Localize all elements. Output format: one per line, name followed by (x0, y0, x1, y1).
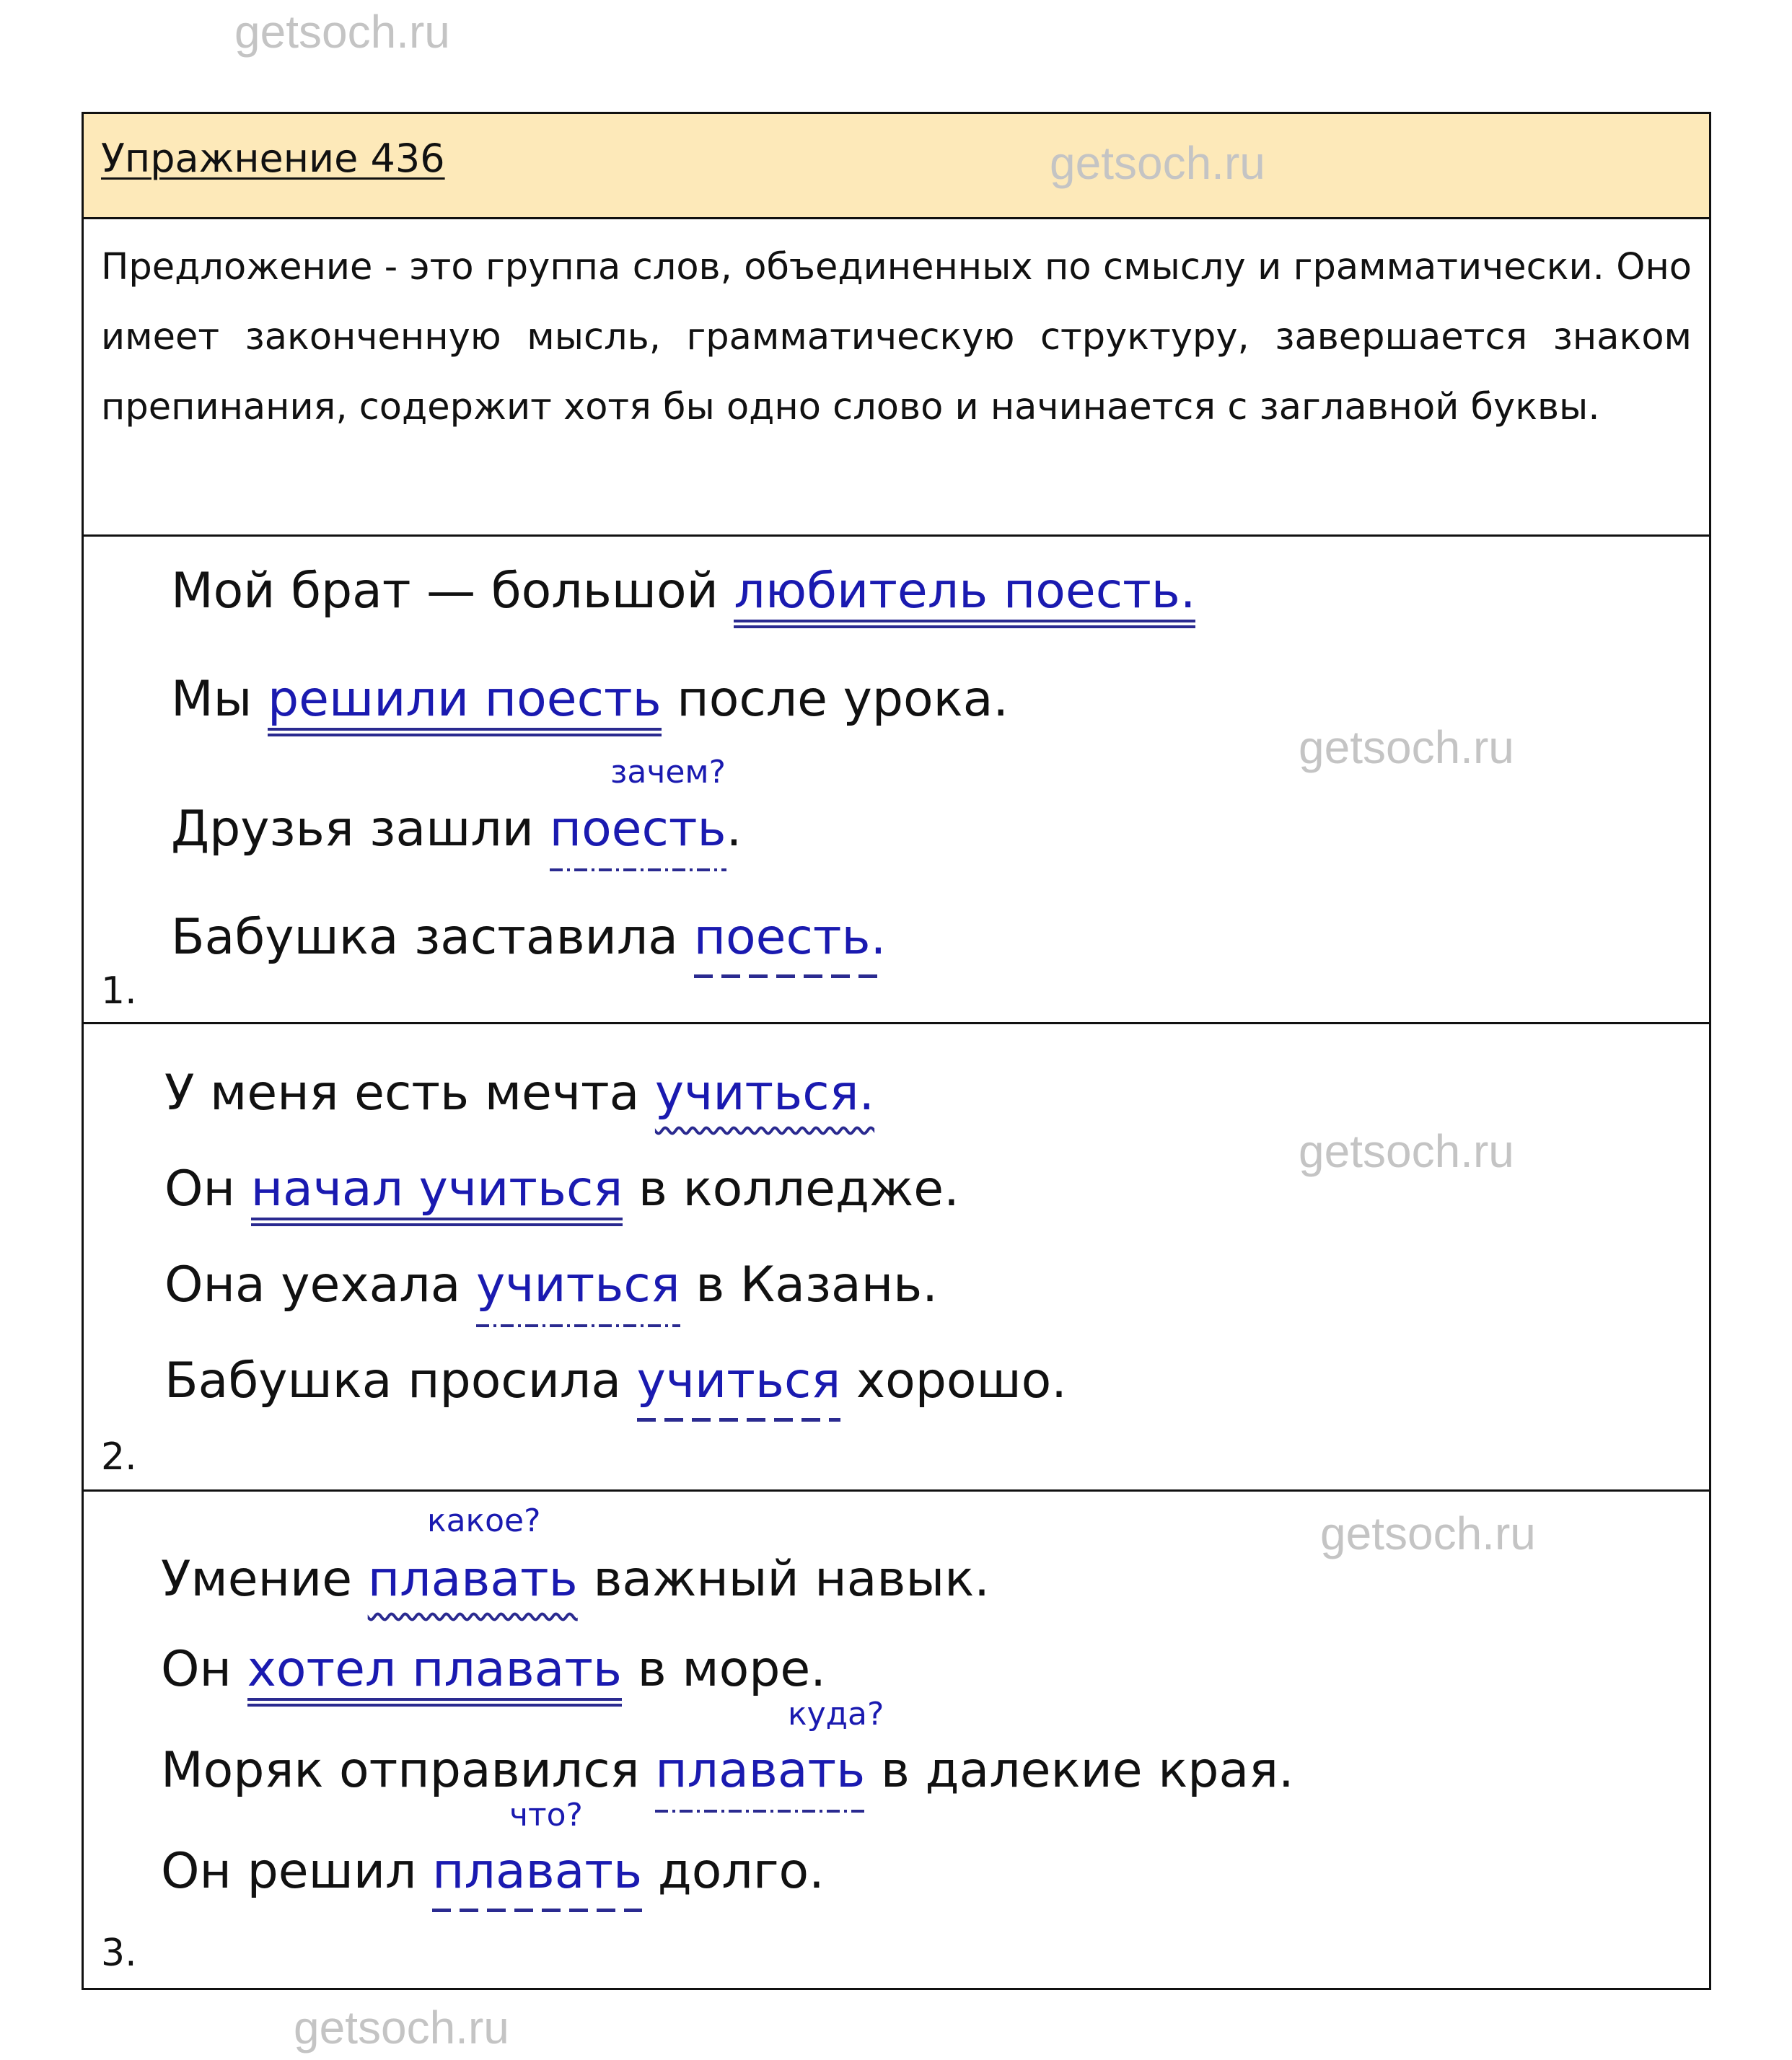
sentence (164, 1161, 959, 1226)
adverbial-word: учиться (476, 1256, 680, 1313)
watermark: getsoch.ru (294, 2002, 509, 2054)
sentence (164, 1352, 1067, 1410)
exercise-table (82, 112, 1711, 1990)
sentence-text: Мы (171, 671, 268, 728)
watermark: getsoch.ru (1299, 1125, 1514, 1177)
sentence-text: Он решил (161, 1843, 433, 1900)
header-row (84, 114, 1709, 219)
watermark: getsoch.ru (1299, 721, 1514, 773)
attribute-word: учиться. (654, 1065, 875, 1122)
sentence-text: Моряк отправился (161, 1742, 656, 1799)
sentence (171, 801, 742, 858)
object-word: учиться (636, 1352, 841, 1409)
sentence-text: долго. (642, 1843, 825, 1900)
predicate-word: решили поесть (268, 674, 662, 736)
sentence-text: в колледже. (623, 1161, 959, 1218)
block-number: 3. (101, 1932, 137, 1975)
sentence-text: важный навык. (577, 1551, 990, 1608)
question-annotation: какое? (427, 1502, 541, 1539)
sentence-text: хорошо. (840, 1352, 1067, 1409)
watermark: getsoch.ru (234, 6, 450, 58)
sentence-text: Он (164, 1161, 251, 1218)
sentence-text: Умение (161, 1551, 368, 1608)
sentence-text: Бабушка просила (164, 1352, 637, 1409)
sentence-text: в море. (622, 1641, 826, 1698)
predicate-word: начал учиться (251, 1164, 623, 1226)
watermark: getsoch.ru (1320, 1507, 1536, 1559)
question-annotation: куда? (788, 1696, 884, 1733)
predicate-word: хотел плавать (247, 1645, 622, 1707)
question-annotation: зачем? (610, 754, 726, 791)
sentence (164, 1256, 938, 1314)
sentence-text: Она уехала (164, 1256, 477, 1313)
sentence (161, 1742, 1294, 1800)
sentence (164, 1065, 874, 1122)
sentence-text: Мой брат — большой (171, 563, 734, 620)
sentence-text: . (726, 801, 742, 858)
sentence (171, 671, 1009, 736)
definition-row (84, 219, 1709, 537)
object-word: плавать (432, 1843, 643, 1900)
sentence-text: в далекие края. (865, 1742, 1294, 1799)
sentence-text: Он (161, 1641, 247, 1698)
sentence-text: в Казань. (680, 1256, 938, 1313)
block-number: 2. (101, 1435, 137, 1479)
adverbial-word: поесть (549, 801, 726, 858)
exercise-title: Упражнение 436 (101, 136, 445, 181)
object-word: поесть. (693, 909, 887, 966)
sentence-text: У меня есть мечта (164, 1065, 655, 1122)
sentence (161, 1551, 990, 1608)
sentence-text: Бабушка заставила (171, 909, 694, 966)
predicate-word: любитель поесть. (734, 566, 1195, 628)
adverbial-word: плавать (655, 1742, 866, 1799)
sentence (171, 909, 886, 967)
sentence (161, 1641, 826, 1707)
attribute-word: плавать (367, 1551, 578, 1608)
sentence (171, 563, 1195, 628)
block-number: 1. (101, 969, 137, 1013)
definition-text: Предложение - это группа слов, объединенных по смыслу и грамматически. Оно имеет законченную мысль, грамматическую структуру, завершается знаком препинания, содержит хотя бы одно слово и начинается с заглавной буквы. (101, 246, 1692, 428)
sentence (161, 1843, 825, 1901)
watermark: getsoch.ru (1050, 137, 1265, 189)
sentence-text: после урока. (661, 671, 1009, 728)
sentence-text: Друзья зашли (171, 801, 550, 858)
question-annotation: что? (509, 1797, 583, 1834)
